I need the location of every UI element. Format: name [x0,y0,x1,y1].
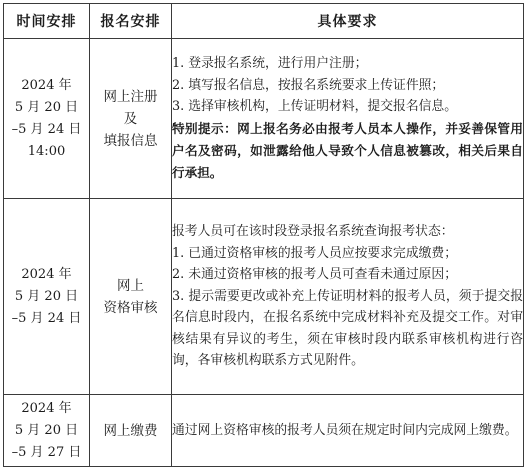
item-line: 网上缴费 [103,422,158,439]
time-line: 5 月 20 日 [14,99,79,115]
requirement-line: 1. 登录报名系统，进行用户注册； [172,56,368,72]
time-cell [4,39,90,199]
schedule-table [3,3,524,467]
item-line: 网上注册 [103,88,158,105]
header-item: 报名安排 [90,4,172,39]
item-cell [90,395,172,467]
requirements-cell [172,395,524,467]
header-requirements: 具体要求 [172,4,524,39]
requirement-paragraph: 3. 提示需要更改或补充上传证明材料的报考人员，须于提交报名信息时段内，在报名系统中完成材料补充及提交工作。对审核结果有异议的考生，须在审核时段内联系审核机构进行咨询，各审核机构联系方式见附件。 [172,288,523,369]
time-line: 2024 年 [21,77,72,93]
requirement-line: 1. 已通过资格审核的报考人员应按要求完成缴费； [172,245,458,261]
requirement-line: 2. 未通过资格审核的报考人员可查看未通过原因； [172,267,458,283]
item-line: 资格审核 [103,299,158,316]
item-line: 填报信息 [103,132,158,149]
time-cell [4,395,90,467]
header-time: 时间安排 [4,4,90,39]
table-row [4,199,524,395]
time-line: 5 月 20 日 [14,288,79,304]
requirements-cell [172,199,524,395]
table-row [4,395,524,467]
requirements-cell [172,39,524,199]
time-line: –5 月 24 日 [11,121,82,137]
special-notice: 特别提示：网上报名务必由报考人员本人操作，并妥善保管用户名及密码，如泄露给他人导致个人信息被篡改，相关后果自行承担。 [172,120,523,180]
time-line: 2024 年 [21,400,72,416]
item-cell [90,199,172,395]
time-line: –5 月 27 日 [11,444,82,460]
item-line: 网上 [117,277,144,294]
time-line: 2024 年 [21,266,72,282]
requirement-paragraph: 通过网上资格审核的报考人员须在规定时间内完成网上缴费。 [172,422,518,438]
time-line: 14:00 [27,143,66,159]
time-line: 5 月 20 日 [14,422,79,438]
time-cell [4,199,90,395]
requirement-line: 3. 选择审核机构，上传证明材料，提交报名信息。 [172,99,458,115]
header-row [4,4,524,39]
requirement-line: 2. 填写报名信息，按报名系统要求上传证件照； [172,77,445,93]
item-line: 及 [123,110,138,127]
table-row [4,39,524,199]
requirement-line: 报考人员可在该时段登录报名系统查询报考状态： [172,223,454,239]
item-cell [90,39,172,199]
time-line: –5 月 24 日 [11,310,82,326]
